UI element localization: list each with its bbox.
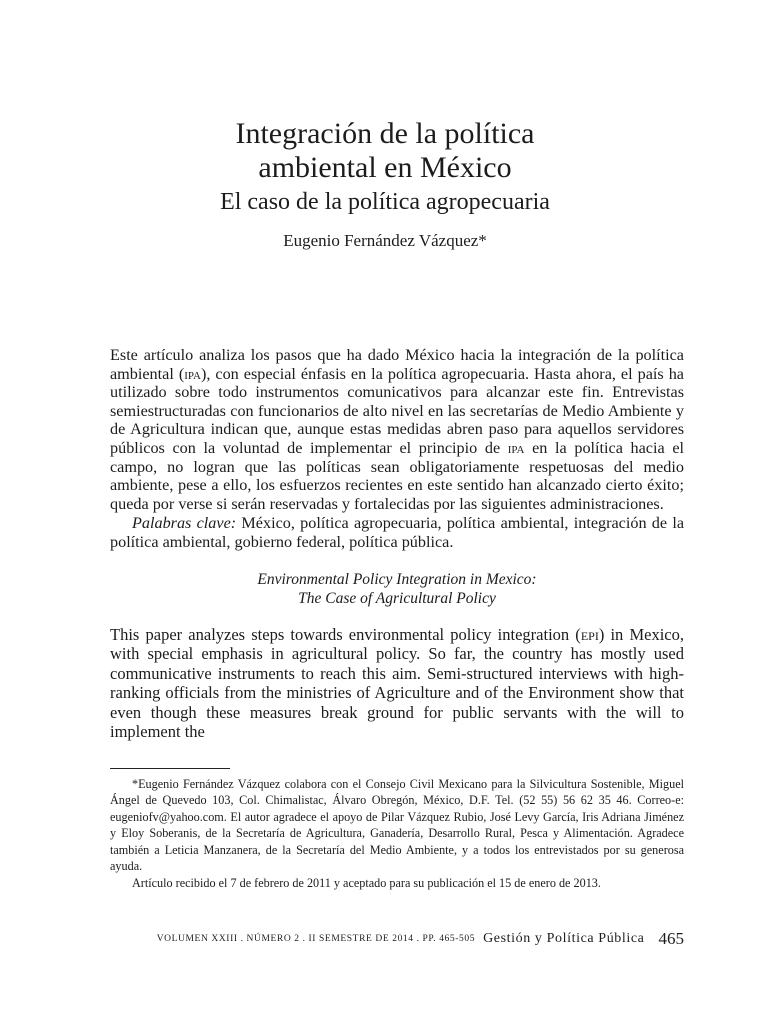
english-title-line1: Environmental Policy Integration in Mexico:: [257, 571, 537, 588]
abstract-en-part2: ) in Mexico, with special emphasis in agricultural policy. So far, the country has mostly used communicative instruments to reach this aim. Semi-structured interviews with high-ranking officials from the ministries of Agriculture and of the Environment show that even though these measures break ground for public servants with the will to implement the: [110, 625, 684, 742]
abstract-english: [110, 625, 684, 741]
abstract-es-part2: ), con especial énfasis en la política agropecuaria. Hasta ahora, el país ha utilizado sobre todo instrumentos comunicativos para alcanzar este fin. Entrevistas semiestructuradas con funcionarios de alto nivel en las secretarías de Medio Ambiente y de Agricultura indican que, aunque estas medidas abren paso para aquellos servidores públicos con la voluntad de implementar el principio de: [110, 364, 684, 457]
english-title-line2: The Case of Agricultural Policy: [298, 589, 496, 607]
abstract-en-part1: This paper analyzes steps towards environmental policy integration (: [110, 625, 581, 644]
article-title-line2: ambiental en México: [258, 151, 512, 184]
volume-info: VOLUMEN XXIII . NÚMERO 2 . II SEMESTRE DE 2014 . PP. 465-505: [156, 934, 476, 944]
journal-name: Gestión y Política Pública: [483, 931, 645, 946]
author-name: Eugenio Fernández Vázquez*: [283, 231, 487, 250]
keywords-spanish: [110, 514, 684, 551]
received-date-note: Artículo recibido el 7 de febrero de 2011 y aceptado para su publicación el 15 de enero de 2013.: [132, 876, 601, 890]
acronym-epi: epi: [580, 625, 599, 644]
running-footer: [110, 929, 684, 949]
article-subtitle: El caso de la política agropecuaria: [220, 189, 550, 215]
acronym-ipa-1: ipa: [184, 364, 201, 383]
article-title-line1: Integración de la política: [235, 117, 535, 150]
page-number: 465: [658, 929, 684, 948]
keywords-label: Palabras clave:: [132, 514, 237, 532]
title-block: [110, 117, 660, 217]
abstract-spanish: [110, 346, 684, 513]
footnote-divider: [110, 768, 230, 769]
author-footnote: *Eugenio Fernández Vázquez colabora con el Consejo Civil Mexicano para la Silvicultura Sostenible, Miguel Ángel de Quevedo 103, Col. Chimalistac, Álvaro Obregón, México, D.F. Tel. (52 55) 56 62 35 46. Correo-e: eugeniofv@yahoo.com. El autor agradece el apoyo de Pilar Vázquez Rubio, José Levy García, Iris Adriana Jiménez y Eloy Soberanis, de la Secretaría de Agricultura, Ganadería, Desarrollo Rural, Pesca y Alimentación. Agradece también a Leticia Manzanera, de la Secretaría del Medio Ambiente, y a todos los entrevistados por su generosa ayuda.: [110, 777, 684, 874]
abstract-es-part3: en la política hacia el campo, no logran que las políticas sean obligatoriamente respetuosas del medio ambiente, pese a ello, los esfuerzos recientes en este sentido han alcanzado cierto éxito; queda por verse si serán reservadas y fortalecidas por las siguientes administraciones.: [110, 438, 684, 513]
acronym-ipa-2: ipa: [507, 438, 525, 457]
abstract-es-part1: Este artículo analiza los pasos que ha dado México hacia la integración de la política ambiental (: [110, 346, 684, 383]
english-title: [110, 571, 684, 608]
keywords-text: México, política agropecuaria, política ambiental, integración de la política ambiental, gobierno federal, política pública.: [110, 514, 684, 551]
article-title: [110, 117, 660, 185]
